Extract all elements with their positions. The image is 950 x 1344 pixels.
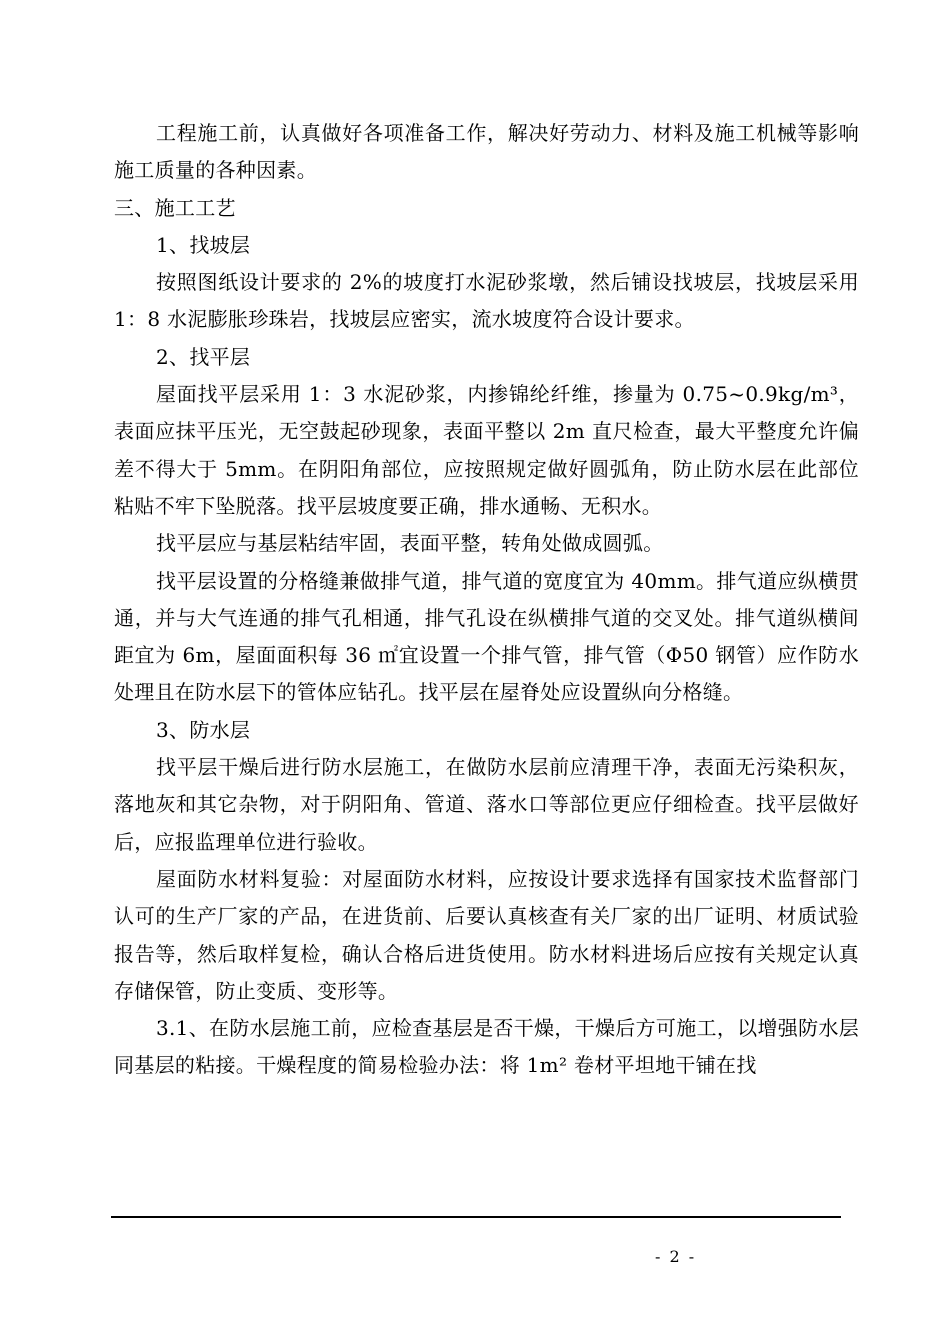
paragraph-leveling-bond: 找平层应与基层粘结牢固，表面平整，转角处做成圆弧。 bbox=[156, 531, 664, 556]
footer-divider bbox=[111, 1216, 841, 1218]
subheading-leveling-layer: 2、找平层 bbox=[156, 344, 251, 369]
paragraph-exhaust-channels: 找平层设置的分格缝兼做排气道，排气道的宽度宜为 40mm。排气道应纵横贯通，并与大气连通的排气孔相通，排气孔设在纵横排气道的交叉处。排气道纵横间距宜为 6m，屋面面积每 36 ㎡宜设置一个排气管，排气管（Φ50 钢管）应作防水处理且在防水层下的管体应钻孔。找平层在屋脊处应设置纵向分格缝。 bbox=[114, 568, 859, 705]
paragraph-preparation: 工程施工前，认真做好各项准备工作，解决好劳动力、材料及施工机械等影响施工质量的各种因素。 bbox=[114, 121, 859, 183]
page-number: - 2 - bbox=[655, 1247, 697, 1266]
subheading-waterproof-layer: 3、防水层 bbox=[156, 717, 251, 742]
paragraph-slope-layer: 按照图纸设计要求的 2%的坡度打水泥砂浆墩，然后铺设找坡层，找坡层采用 1：8 水泥膨胀珍珠岩，找坡层应密实，流水坡度符合设计要求。 bbox=[114, 270, 859, 332]
subheading-slope-layer: 1、找坡层 bbox=[156, 232, 251, 257]
paragraph-leveling-layer: 屋面找平层采用 1：3 水泥砂浆，内掺锦纶纤维，掺量为 0.75~0.9kg/m³，表面应抹平压光，无空鼓起砂现象，表面平整以 2m 直尺检查，最大平整度允许偏差不得大于 5mm。在阴阳角部位，应按照规定做好圆弧角，防止防水层在此部位粘贴不牢下坠脱落。找平层坡度要正确，排水通畅、无积水。 bbox=[114, 382, 859, 518]
section-heading-construction-process: 三、施工工艺 bbox=[114, 195, 236, 220]
paragraph-waterproof-prep: 找平层干燥后进行防水层施工，在做防水层前应清理干净，表面无污染积灰，落地灰和其它杂物，对于阴阳角、管道、落水口等部位更应仔细检查。找平层做好后，应报监理单位进行验收。 bbox=[114, 755, 859, 854]
paragraph-substrate-dryness: 3.1、在防水层施工前，应检查基层是否干燥，干燥后方可施工，以增强防水层同基层的粘接。干燥程度的简易检验办法：将 1m² 卷材平坦地干铺在找 bbox=[114, 1016, 859, 1078]
document-body bbox=[114, 115, 859, 1085]
paragraph-material-recheck: 屋面防水材料复验：对屋面防水材料，应按设计要求选择有国家技术监督部门认可的生产厂家的产品，在进货前、后要认真核查有关厂家的出厂证明、材质试验报告等，然后取样复检，确认合格后进货使用。防水材料进场后应按有关规定认真存储保管，防止变质、变形等。 bbox=[114, 866, 859, 1003]
